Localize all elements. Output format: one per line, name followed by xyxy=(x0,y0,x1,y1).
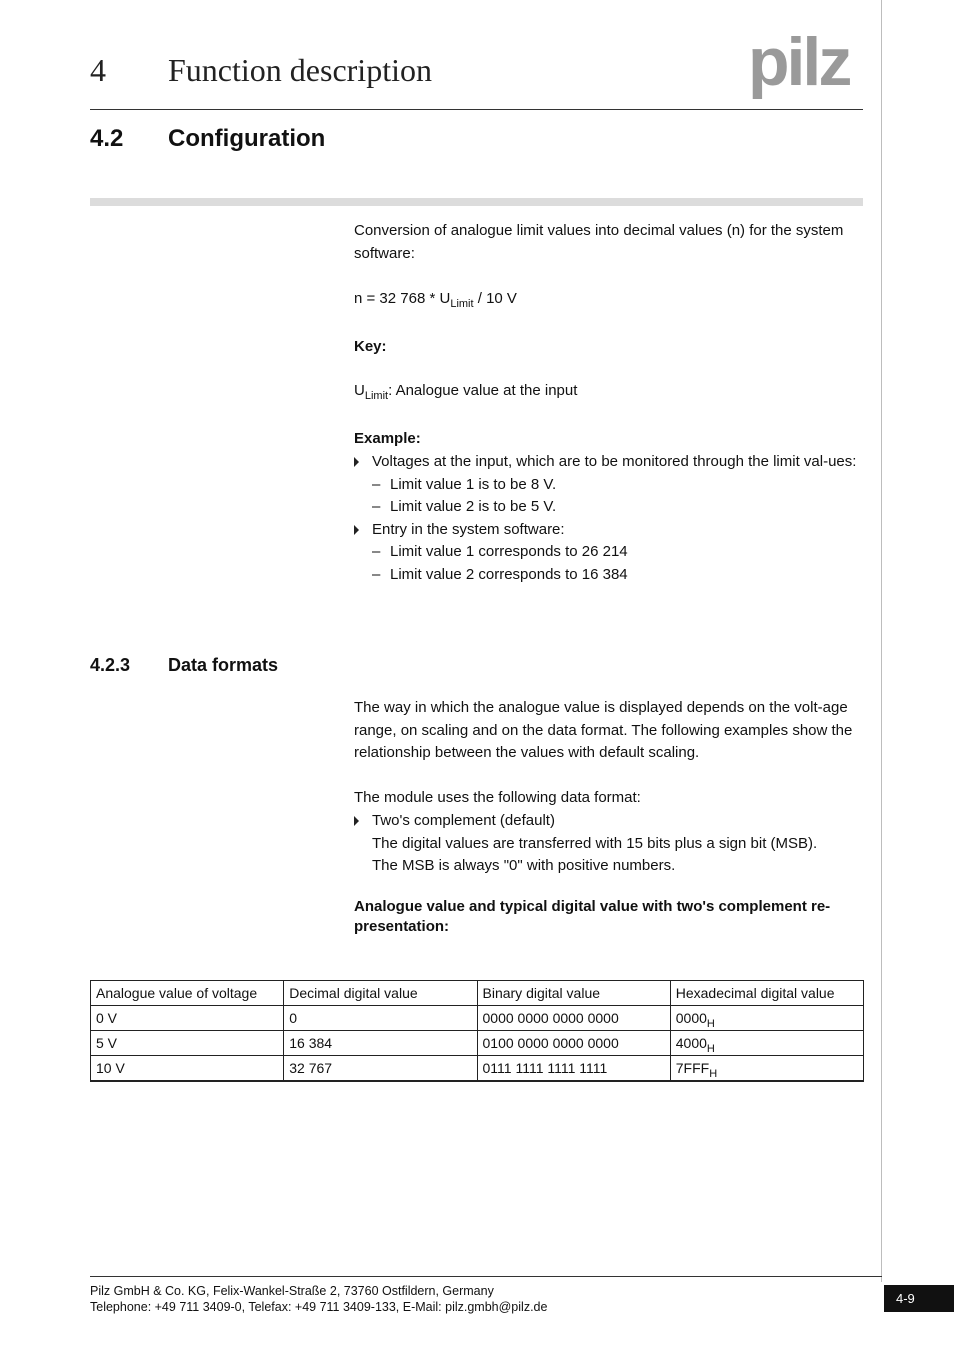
key-label: Key: xyxy=(354,338,387,355)
page-number: 4-9 xyxy=(884,1285,954,1312)
list-item: Two's complement (default) The digital values are transferred with 15 bits plus a sign bit (MSB). The MSB is always "0" with positive numbers. xyxy=(354,810,864,878)
pilz-logo: pilz xyxy=(748,24,850,100)
triangle-bullet-icon xyxy=(354,525,359,535)
list-item: – Limit value 1 is to be 8 V. xyxy=(372,475,557,493)
table-row xyxy=(91,1006,864,1031)
data-format-list xyxy=(354,810,864,878)
table-header-cell: Binary digital value xyxy=(477,981,670,1006)
table-caption: Analogue value and typical digital value with two's complement re-presentation: xyxy=(354,898,831,935)
data-format-table xyxy=(90,980,864,1082)
chapter-number: 4 xyxy=(90,52,106,88)
table-row xyxy=(91,1031,864,1056)
footer-line: Telephone: +49 711 3409-0, Telefax: +49 711 3409-133, E-Mail: pilz.gmbh@pilz.de xyxy=(90,1300,548,1314)
list-item: Entry in the system software: xyxy=(354,519,864,542)
table-cell: 32 767 xyxy=(284,1056,477,1082)
table-cell: 0000 0000 0000 0000 xyxy=(477,1006,670,1031)
section-divider-bar xyxy=(90,198,863,206)
triangle-bullet-icon xyxy=(354,816,359,826)
data-format-intro: The module uses the following data format: xyxy=(354,789,641,806)
table-cell: 16 384 xyxy=(284,1031,477,1056)
list-item: – Limit value 1 corresponds to 26 214 xyxy=(372,543,628,560)
table-cell: 0 V xyxy=(91,1006,284,1031)
footer-address xyxy=(90,1283,547,1315)
table-cell: $7FFF_H$ xyxy=(670,1056,863,1082)
table-cell: $4000_H$ xyxy=(670,1031,863,1056)
page-margin-rule xyxy=(881,0,882,1282)
triangle-bullet-icon xyxy=(354,457,359,467)
table-header-cell: Analogue value of voltage xyxy=(91,981,284,1006)
list-item: Voltages at the input, which are to be monitored through the limit val-ues: xyxy=(354,451,864,474)
table-cell: 0 xyxy=(284,1006,477,1031)
conversion-intro: Conversion of analogue limit values into decimal values (n) for the system software: xyxy=(354,222,844,262)
table-cell: 10 V xyxy=(91,1056,284,1082)
table-cell: $0000_H$ xyxy=(670,1006,863,1031)
conversion-formula: n = 32 $768 * U_{Limit} / 10$ V xyxy=(354,290,517,310)
footer-rule xyxy=(90,1276,882,1277)
table-header-cell: Hexadecimal digital value xyxy=(670,981,863,1006)
header-rule xyxy=(90,109,863,110)
table-row xyxy=(91,1056,864,1082)
chapter-title: Function description xyxy=(168,52,432,88)
section-number: 4.2 xyxy=(90,125,124,152)
subsection-title: Data formats xyxy=(168,655,279,675)
data-formats-paragraph: The way in which the analogue value is displayed depends on the volt-age range, on scaling and on the data format. The following examples show the relationship between the values with default scaling. xyxy=(354,699,853,761)
table-header-cell: Decimal digital value xyxy=(284,981,477,1006)
example-label: Example: xyxy=(354,430,421,447)
section-title: Configuration xyxy=(168,125,326,152)
table-cell: 0111 1111 1111 1111 xyxy=(477,1056,670,1082)
table-header-row xyxy=(91,981,864,1006)
subsection-number: 4.2.3 xyxy=(90,655,131,675)
table-cell: 5 V xyxy=(91,1031,284,1056)
key-definition: $U_{Limit}$: Analogue value at the input xyxy=(354,382,578,402)
list-item: – Limit value 2 is to be 5 V. xyxy=(372,498,557,515)
list-item: – Limit value 2 corresponds to 16 384 xyxy=(372,565,628,583)
example-list xyxy=(354,451,864,586)
table-cell: 0100 0000 0000 0000 xyxy=(477,1031,670,1056)
footer-line: Pilz GmbH & Co. KG, Felix-Wankel-Straße 2, 73760 Ostfildern, Germany xyxy=(90,1284,494,1298)
